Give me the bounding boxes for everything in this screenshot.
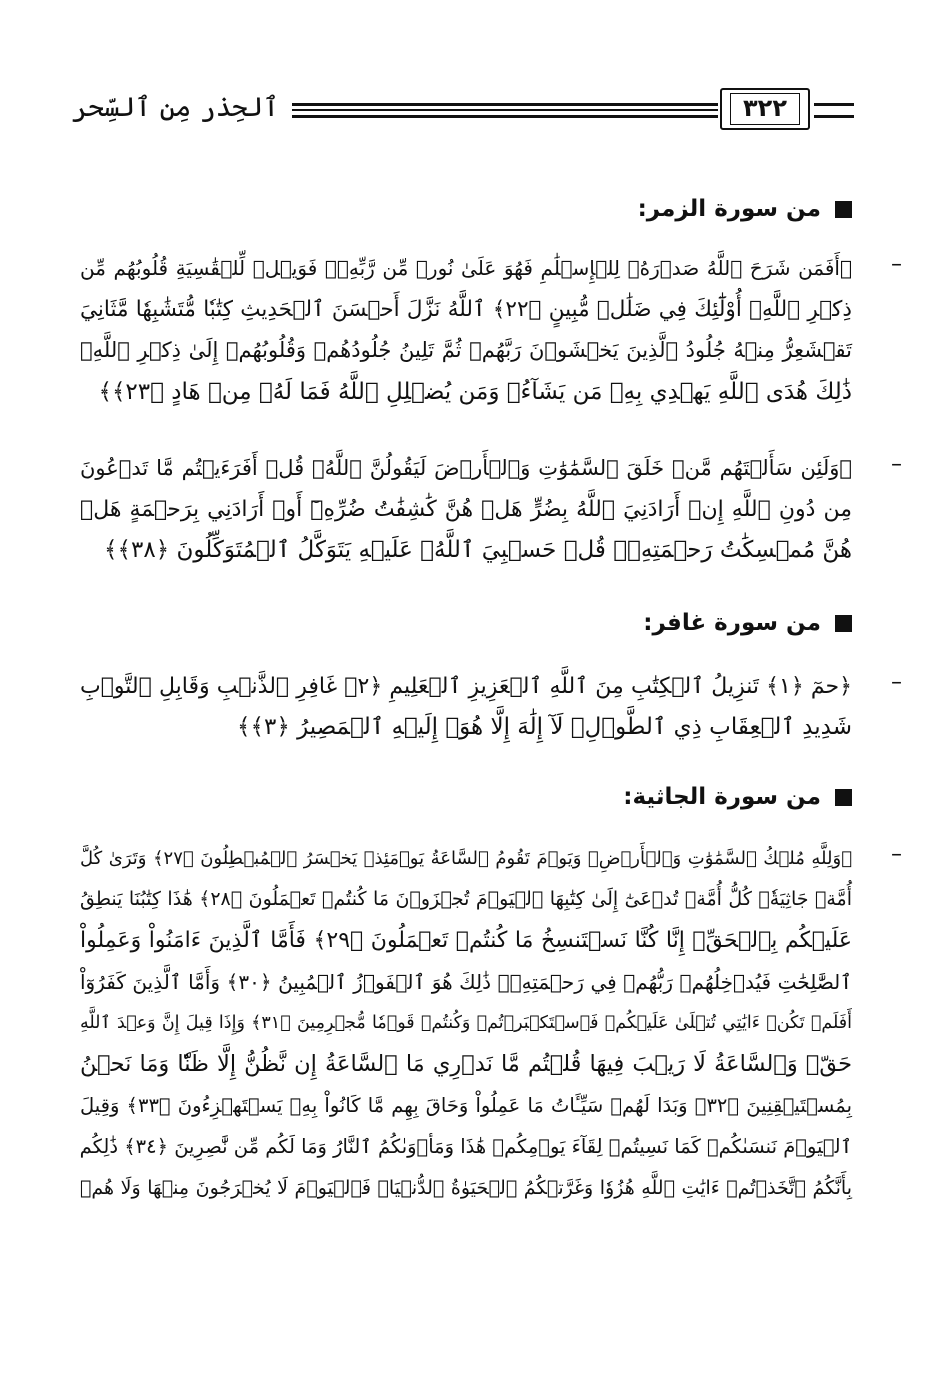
square-bullet-icon	[835, 201, 852, 218]
running-header	[72, 86, 854, 136]
section-heading-ghafir	[643, 610, 852, 636]
verse-block	[80, 666, 902, 748]
header-rule-right	[814, 103, 854, 106]
header-rule-right-2	[814, 115, 854, 118]
header-rule-left-3	[292, 115, 718, 118]
verse-block	[80, 448, 902, 572]
verse-block	[80, 248, 902, 413]
verse-line: ﴿وَلِلَّهِ مُلۡكُ ٱلسَّمَٰوَٰتِ وَٱلۡأَرۡضِۚ وَيَوۡمَ تَقُومُ ٱلسَّاعَةُ يَوۡمَئِذٖ يَخۡسَرُ ٱلۡمُبۡطِلُونَ ﴿٢٧﴾ وَتَرَىٰ كُلَّ	[80, 848, 852, 869]
verse-line: بِمُسۡتَيۡقِنِينَ ﴿٣٢﴾ وَبَدَا لَهُمۡ سَيِّـَٔاتُ مَا عَمِلُواْ وَحَاقَ بِهِم مَّا كَانُواْ بِهِۦ يَسۡتَهۡزِءُونَ ﴿٣٣﴾ وَقِيلَ	[80, 1094, 852, 1118]
verse-line: مِن دُونِ ٱللَّهِ إِنۡ أَرَادَنِيَ ٱللَّهُ بِضُرٍّ هَلۡ هُنَّ كَٰشِفَٰتُ ضُرِّهِۦٓ أَوۡ أَرَادَنِي بِرَحۡمَةٍ هَلۡ	[80, 497, 852, 523]
dash-bullet: –	[891, 842, 902, 867]
running-title: ٱلحِذر مِن ٱلسِّحر	[72, 92, 280, 123]
verse-line: أَفَلَمۡ تَكُنۡ ءَايَٰتِي تُتۡلَىٰ عَلَيۡكُمۡ فَٱسۡتَكۡبَرۡتُمۡ وَكُنتُمۡ قَوۡمٗا مُّجۡرِمِينَ ﴿٣١﴾ وَإِذَا قِيلَ إِنَّ وَعۡدَ ٱللَّهِ	[80, 1012, 852, 1033]
verse-line: بِأَنَّكُمُ ٱتَّخَذۡتُمۡ ءَايَٰتِ ٱللَّهِ هُزُوٗا وَغَرَّتۡكُمُ ٱلۡحَيَوٰةُ ٱلدُّنۡيَاۚ فَٱلۡيَوۡمَ لَا يُخۡرَجُونَ مِنۡهَا وَلَا هُمۡ	[80, 1176, 852, 1199]
verse-line: ﴿أَفَمَن شَرَحَ ٱللَّهُ صَدۡرَهُۥ لِلۡإِسۡلَٰمِ فَهُوَ عَلَىٰ نُورٖ مِّن رَّبِّهِۦۚ فَوَيۡلٞ لِّلۡقَٰسِيَةِ قُلُوبُهُم مِّن	[80, 256, 852, 280]
verse-line: ذِكۡرِ ٱللَّهِۚ أُوْلَٰٓئِكَ فِي ضَلَٰلٖ مُّبِينٍ ﴿٢٢﴾ ٱللَّهُ نَزَّلَ أَحۡسَنَ ٱلۡحَدِيثِ كِتَٰبٗا مُّتَشَٰبِهٗا مَّثَانِيَ	[80, 297, 852, 323]
square-bullet-icon	[835, 615, 852, 632]
square-bullet-icon	[835, 789, 852, 806]
dash-bullet: –	[891, 670, 902, 695]
verse-line: عَلَيۡكُم بِٱلۡحَقِّۚ إِنَّا كُنَّا نَسۡتَنسِخُ مَا كُنتُمۡ تَعۡمَلُونَ ﴿٢٩﴾ فَأَمَّا ٱلَّذِينَ ءَامَنُواْ وَعَمِلُواْ	[80, 928, 852, 954]
page-number: ٣٢٢	[743, 94, 787, 122]
verse-line: ﴿وَلَئِن سَأَلۡتَهُم مَّنۡ خَلَقَ ٱلسَّمَٰوَٰتِ وَٱلۡأَرۡضَ لَيَقُولُنَّ ٱللَّهُۚ قُلۡ أَفَرَءَيۡتُم مَّا تَدۡعُونَ	[80, 456, 852, 480]
dash-bullet: –	[891, 452, 902, 477]
verse-line: ٱلصَّٰلِحَٰتِ فَيُدۡخِلُهُمۡ رَبُّهُمۡ فِي رَحۡمَتِهِۦۚ ذَٰلِكَ هُوَ ٱلۡفَوۡزُ ٱلۡمُبِينُ ﴿٣٠﴾ وَأَمَّا ٱلَّذِينَ كَفَرُوٓاْ	[80, 969, 852, 994]
header-rule-left	[292, 103, 718, 106]
section-heading-text: من سورة الجاثية:	[623, 784, 821, 810]
verse-line: حَقّٞ وَٱلسَّاعَةُ لَا رَيۡبَ فِيهَا قُلۡتُم مَّا نَدۡرِي مَا ٱلسَّاعَةُ إِن نَّظُنُّ إِلَّا ظَنّٗا وَمَا نَحۡنُ	[80, 1050, 852, 1077]
verse-line: شَدِيدِ ٱلۡعِقَابِ ذِي ٱلطَّوۡلِۖ لَآ إِلَٰهَ إِلَّا هُوَۖ إِلَيۡهِ ٱلۡمَصِيرُ ﴿٣﴾﴾	[237, 714, 852, 741]
header-rule-left-2	[292, 109, 718, 111]
section-heading-jathiya	[623, 784, 852, 810]
section-heading-text: من سورة غافر:	[643, 610, 821, 636]
verse-line: تَقۡشَعِرُّ مِنۡهُ جُلُودُ ٱلَّذِينَ يَخۡشَوۡنَ رَبَّهُمۡ ثُمَّ تَلِينُ جُلُودُهُمۡ وَقُلُوبُهُمۡ إِلَىٰ ذِكۡرِ ٱللَّهِۚ	[80, 338, 852, 363]
verse-line: أُمَّةٖ جَاثِيَةٗۚ كُلُّ أُمَّةٖ تُدۡعَىٰٓ إِلَىٰ كِتَٰبِهَا ٱلۡيَوۡمَ تُجۡزَوۡنَ مَا كُنتُمۡ تَعۡمَلُونَ ﴿٢٨﴾ هَٰذَا كِتَٰبُنَا يَنطِقُ	[80, 888, 853, 911]
section-heading-zumar	[638, 196, 852, 222]
verse-line: ﴿حمٓ ﴿١﴾ تَنزِيلُ ٱلۡكِتَٰبِ مِنَ ٱللَّهِ ٱلۡعَزِيزِ ٱلۡعَلِيمِ ﴿٢﴾ غَافِرِ ٱلذَّنۢبِ وَقَابِلِ ٱلتَّوۡبِ	[80, 674, 853, 699]
section-heading-text: من سورة الزمر:	[637, 196, 821, 222]
page-number-frame	[720, 88, 810, 130]
verse-line: ذَٰلِكَ هُدَى ٱللَّهِ يَهۡدِي بِهِۦ مَن يَشَآءُۚ وَمَن يُضۡلِلِ ٱللَّهُ فَمَا لَهُۥ مِنۡ هَادٍ ﴿٢٣﴾﴾	[98, 378, 852, 405]
verse-line: ٱلۡيَوۡمَ نَنسَىٰكُمۡ كَمَا نَسِيتُمۡ لِقَآءَ يَوۡمِكُمۡ هَٰذَا وَمَأۡوَىٰكُمُ ٱلنَّارُ وَمَا لَكُم مِّن نَّٰصِرِينَ ﴿٣٤﴾ ذَٰلِكُم	[79, 1135, 852, 1159]
verse-line: هُنَّ مُمۡسِكَٰتُ رَحۡمَتِهِۦۚ قُلۡ حَسۡبِيَ ٱللَّهُۖ عَلَيۡهِ يَتَوَكَّلُ ٱلۡمُتَوَكِّلُونَ ﴿٣٨﴾﴾	[104, 537, 852, 564]
dash-bullet: –	[891, 252, 902, 277]
verse-block	[79, 838, 902, 1209]
